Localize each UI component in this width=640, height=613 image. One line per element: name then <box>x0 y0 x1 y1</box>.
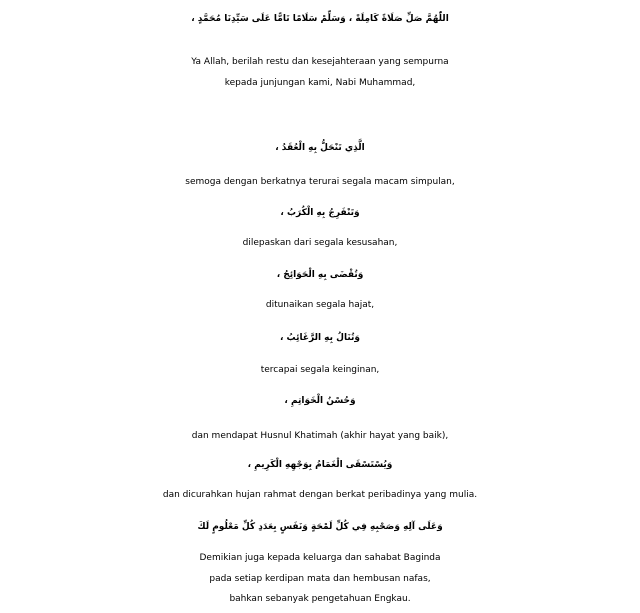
malay-line-1: Ya Allah, berilah restu dan kesejahteraan yang sempurna <box>191 57 449 67</box>
arabic-line-husnul-khawatim: وَحُسْنُ الْخَوَاتِمِ ، <box>284 396 356 406</box>
malay-line-11: bahkan sebanyak pengetahuan Engkau. <box>229 594 411 604</box>
malay-line-8: dan dicurahkan hujan rahmat dengan berkat peribadinya yang mulia. <box>162 490 478 500</box>
arabic-line-selawat-opening: اللّٰهُمَّ صَلِّ صَلَاةً كَامِلَةً ، وَسَلِّمْ سَلَامًا تَامًّا عَلَى سَيِّدِنَا مُحَمَّدٍ ، <box>191 14 449 24</box>
malay-line-5: ditunaikan segala hajat, <box>265 300 375 310</box>
arabic-line-tunalu: وَتُنَالُ بِهِ الرَّغَائِبُ ، <box>280 333 360 343</box>
arabic-line-yustasqa: وَيُسْتَسْقَى الْغَمَامُ بِوَجْهِهِ الْكَرِيمِ ، <box>247 460 393 470</box>
malay-line-3: semoga dengan berkatnya terurai segala macam simpulan, <box>185 177 455 187</box>
arabic-line-tuqdha: وَتُقْضَى بِهِ الْحَوَائِجُ ، <box>276 270 364 280</box>
malay-line-9: Demikian juga kepada keluarga dan sahabat Baginda <box>199 553 441 563</box>
malay-line-4: dilepaskan dari segala kesusahan, <box>242 238 398 248</box>
malay-line-10: pada setiap kerdipan mata dan hembusan nafas, <box>209 574 431 584</box>
malay-line-6: tercapai segala keinginan, <box>260 365 380 375</box>
malay-line-7: dan mendapat Husnul Khatimah (akhir hayat yang baik), <box>191 431 449 441</box>
malay-line-2: kepada junjungan kami, Nabi Muhammad, <box>224 78 416 88</box>
arabic-line-tanfariju: وَتَنْفَرِجُ بِهِ الْكُرَبُ ، <box>280 208 360 218</box>
arabic-line-wa-ala-alihi: وَعَلَى آلِهِ وَصَحْبِهِ فِي كُلِّ لَمْحَةٍ وَنَفَسٍ بِعَدَدِ كُلِّ مَعْلُومٍ لَكَ <box>197 522 443 532</box>
arabic-line-tanhallu: الَّذِي تَنْحَلُّ بِهِ الْعُقَدُ ، <box>275 143 365 153</box>
